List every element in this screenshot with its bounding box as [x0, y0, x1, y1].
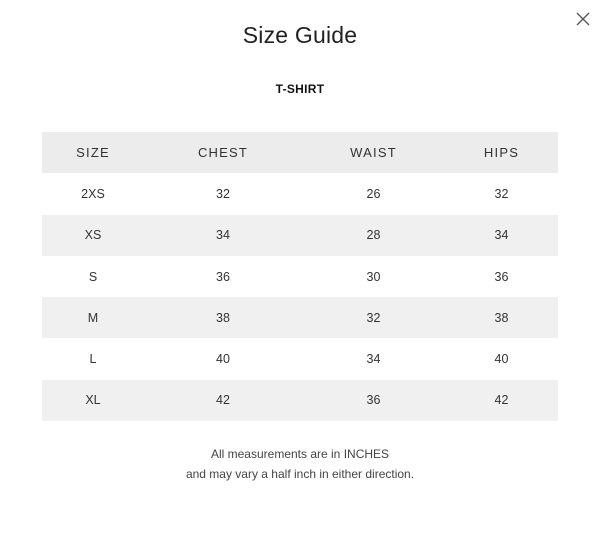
cell-size: XS: [84, 228, 102, 243]
cell-hips: 40: [494, 352, 509, 367]
product-type-label: T-SHIRT: [275, 82, 325, 96]
table-row: [42, 215, 558, 256]
cell-size: S: [88, 269, 98, 284]
cell-waist: 26: [366, 186, 381, 201]
cell-size: 2XS: [81, 186, 105, 201]
cell-hips: 34: [494, 228, 509, 243]
cell-size: M: [87, 310, 99, 325]
size-chart-table: [42, 132, 558, 421]
measurement-note: [0, 444, 600, 484]
cell-waist: 28: [366, 228, 381, 243]
header-waist: WAIST: [350, 145, 397, 161]
cell-waist: 34: [366, 352, 381, 367]
cell-chest: 32: [216, 186, 230, 201]
cell-chest: 36: [216, 269, 230, 284]
header-chest: CHEST: [197, 145, 249, 161]
cell-chest: 34: [216, 228, 230, 243]
table-row: [42, 380, 558, 421]
measurement-note-line-1: All measurements are in INCHES: [210, 447, 390, 461]
table-row: [42, 256, 558, 297]
header-hips: HIPS: [483, 145, 520, 161]
table-row: [42, 338, 558, 379]
table-header-row: [42, 132, 558, 173]
cell-chest: 40: [216, 352, 230, 367]
cell-size: L: [89, 352, 97, 367]
cell-waist: 32: [366, 310, 381, 325]
cell-waist: 36: [366, 393, 381, 408]
modal-title: Size Guide: [242, 22, 358, 48]
table-row: [42, 173, 558, 214]
table-row: [42, 297, 558, 338]
cell-chest: 42: [216, 393, 230, 408]
cell-hips: 42: [494, 393, 509, 408]
measurement-note-line-2: and may vary a half inch in either direction.: [185, 467, 415, 481]
cell-waist: 30: [366, 269, 381, 284]
cell-size: XL: [85, 393, 101, 408]
header-size: SIZE: [76, 145, 110, 161]
cell-chest: 38: [216, 310, 230, 325]
cell-hips: 32: [494, 186, 509, 201]
cell-hips: 36: [494, 269, 509, 284]
cell-hips: 38: [494, 310, 509, 325]
